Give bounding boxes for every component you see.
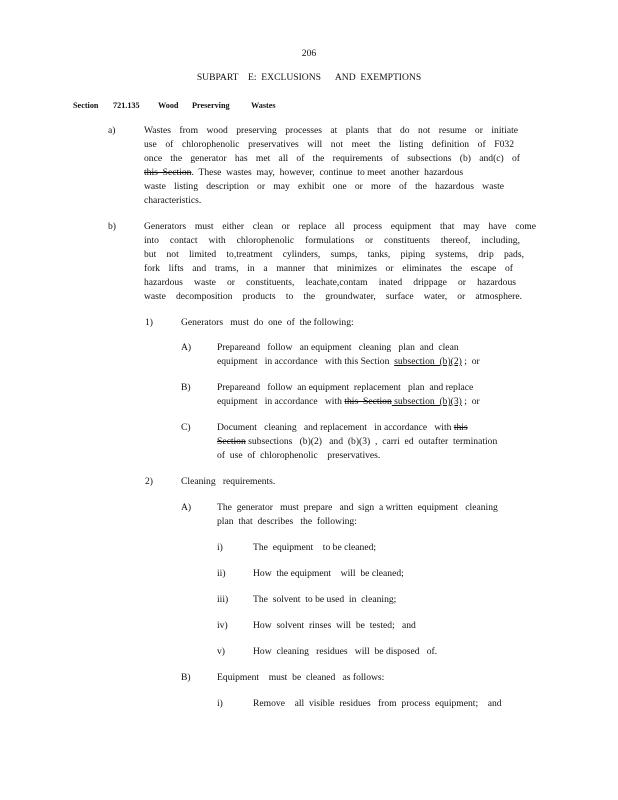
item-1a-line: equipment in accordance with this Section subsection (b)(2) ; or [217, 356, 480, 367]
para-b-line: into contact with chlorophenolic formulations or constituents thereof, including, [144, 235, 520, 246]
item-1a-line: Prepareand follow an equipment cleaning plan and clean [217, 342, 459, 353]
sub-item-text: How solvent rinses will be tested; and [253, 620, 416, 631]
sub-item-text: How the equipment will be cleaned; [253, 568, 404, 579]
section-title-wood: Wood [158, 101, 179, 110]
item-1c-label: C) [181, 422, 191, 433]
para-a-line: Wastes from wood preserving processes at plants that do not resume or initiate [144, 125, 518, 136]
sub-item-text: The equipment to be cleaned; [253, 542, 377, 553]
section-title-preserving: Preserving [192, 101, 230, 110]
sub-item-label: v) [217, 646, 225, 657]
item-1a-label: A) [181, 342, 192, 353]
section-word: Section [73, 101, 99, 110]
sub-item-text: The solvent to be used in cleaning; [253, 594, 397, 605]
item-1b-label: B) [181, 382, 191, 393]
para-a-label: a) [108, 125, 116, 136]
item-1b-line: equipment in accordance with this Section subsection (b)(3) ; or [217, 396, 480, 407]
underlined-text: subsection (b)(2) [394, 356, 462, 367]
section-title-wastes: Wastes [251, 101, 276, 110]
para-b-line: fork lifts and trams, in a manner that minimizes or eliminates the escape of [144, 263, 513, 274]
sub-item-label: iv) [217, 620, 228, 631]
item-2a-label: A) [181, 502, 192, 513]
item-2a-line: plan that describes the following: [217, 516, 357, 527]
sub-item-label: iii) [217, 594, 229, 605]
sub-item-text: How cleaning residues will be disposed of. [253, 646, 438, 657]
para-b-line: but not limited to,treatment cylinders, sumps, tanks, piping systems, drip pads, [144, 249, 524, 260]
item-1-label: 1) [145, 317, 153, 328]
item-1c-line: Section subsections (b)(2) and (b)(3) , carri ed outafter termination [217, 436, 498, 447]
para-a-line: this Section. These wastes may, however, continue to meet another hazardous [144, 167, 464, 178]
para-a-line: once the generator has met all of the requirements of subsections (b) and(c) of [144, 153, 520, 164]
item-2b-text: Equipment must be cleaned as follows: [217, 672, 385, 683]
para-a-line: characteristics. [144, 195, 202, 206]
para-a-line: use of chlorophenolic preservatives will not meet the listing definition of F032 [144, 139, 514, 150]
struck-text: this Section [144, 167, 192, 178]
item-1c-line: Document cleaning and replacement in accordance with this [217, 422, 468, 433]
para-b-line: Generators must either clean or replace all process equipment that may have come [144, 221, 536, 232]
sub-item-label: i) [217, 698, 223, 709]
para-b-label: b) [108, 221, 116, 232]
underlined-text: subsection (b)(3) [391, 396, 462, 407]
para-b-line: waste decomposition products to the groundwater, surface water, or atmosphere. [144, 291, 522, 302]
page-number: 206 [301, 48, 317, 59]
item-2-text: Cleaning requirements. [181, 476, 276, 487]
item-1-text: Generators must do one of the following: [181, 317, 354, 328]
para-b-line: hazardous waste or constituents, leachate,contam inated drippage or hazardous [144, 277, 516, 288]
struck-text: this Section [344, 396, 392, 407]
sub-item-label: ii) [217, 568, 226, 579]
struck-text: Section [217, 436, 246, 447]
item-1c-line: of use of chlorophenolic preservatives. [217, 450, 381, 461]
sub-item-label: i) [217, 542, 223, 553]
item-2a-line: The generator must prepare and sign a written equipment cleaning [217, 502, 498, 513]
sub-item-text: Remove all visible residues from process equipment; and [253, 698, 502, 709]
item-2-label: 2) [145, 476, 153, 487]
para-a-line: waste listing description or may exhibit one or more of the hazardous waste [144, 181, 504, 192]
subpart-title: SUBPART E: EXCLUSIONS AND EXEMPTIONS [196, 72, 422, 83]
item-1b-line: Prepareand follow an equipment replacement plan and replace [217, 382, 474, 393]
section-number: 721.135 [113, 101, 140, 110]
item-2b-label: B) [181, 672, 191, 683]
struck-text: this [453, 422, 468, 433]
